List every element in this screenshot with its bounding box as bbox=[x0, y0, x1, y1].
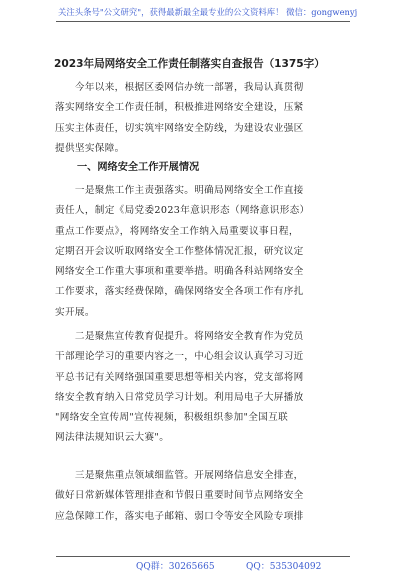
text-line: 干部理论学习的重要内容之一，中心组会议认真学习习近 bbox=[55, 351, 304, 363]
text-line: 工作要求，落实经费保障，确保网络安全各项工作有序扎 bbox=[55, 286, 304, 298]
text-line: 二是聚焦宣传教育促提升。将网络安全教育作为党员 bbox=[55, 331, 304, 342]
text-line: 重点工作要点》，将网络安全工作纳入局重要议事日程， bbox=[55, 225, 299, 237]
footer-qq-number: QQ：535304092 bbox=[246, 562, 322, 572]
text-line: 网络安全工作重大事项和重要举措。明确各科站网络安全 bbox=[55, 266, 304, 278]
text-line: 责任人，制定《局党委2023年意识形态（网络意识形态） bbox=[55, 205, 310, 217]
text-line: "网络安全宣传周"宣传视频，积极组织参加"全国互联 bbox=[55, 412, 289, 424]
document-title: 2023年局网络安全工作责任制落实自查报告（1375字） bbox=[54, 58, 325, 70]
paragraph-two bbox=[55, 327, 353, 449]
text-line: 定期召开会议听取网络安全工作整体情况汇报，研究议定 bbox=[55, 245, 304, 257]
text-line: 实开展。 bbox=[55, 306, 95, 318]
header-divider bbox=[56, 21, 350, 22]
text-line: 平总书记有关网络强国重要思想等相关内容，党支部将网 bbox=[55, 371, 304, 383]
text-line: 落实网络安全工作责任制，积极推进网络安全建设，压紧 bbox=[55, 102, 304, 114]
text-line: 络安全教育纳入日常党员学习计划。利用局电子大屏播放 bbox=[55, 391, 304, 403]
text-line: 压实主体责任，切实筑牢网络安全防线，为建设农业强区 bbox=[55, 122, 304, 134]
text-line: 一是聚焦工作主责强落实。明确局网络安全工作直接 bbox=[55, 185, 304, 196]
paragraph-one bbox=[55, 181, 353, 323]
text-line: 网法律法规知识云大赛"。 bbox=[55, 432, 170, 444]
text-line: 三是聚焦重点领域细监管。开展网络信息安全排查， bbox=[55, 470, 304, 481]
footer-contacts bbox=[56, 559, 350, 573]
paragraph-three bbox=[55, 466, 353, 527]
intro-paragraph bbox=[55, 78, 353, 159]
footer-divider bbox=[56, 556, 350, 557]
text-line: 做好日常新媒体管理排查和节假日重要时间节点网络安全 bbox=[55, 490, 304, 502]
text-line: 应急保障工作，落实电子邮箱、弱口令等安全风险专项排 bbox=[55, 510, 304, 522]
text-line: 今年以来，根据区委网信办统一部署，我局认真贯彻 bbox=[55, 82, 304, 93]
text-line: 提供坚实保障。 bbox=[55, 142, 125, 154]
header-banner: 关注头条号"公文研究"，获得最新最全最专业的公文资料库！ 微信：gongwenyj bbox=[58, 7, 358, 17]
footer-qq-group: QQ群：30265665 bbox=[136, 562, 215, 572]
section-heading: 一、网络安全工作开展情况 bbox=[77, 162, 200, 173]
